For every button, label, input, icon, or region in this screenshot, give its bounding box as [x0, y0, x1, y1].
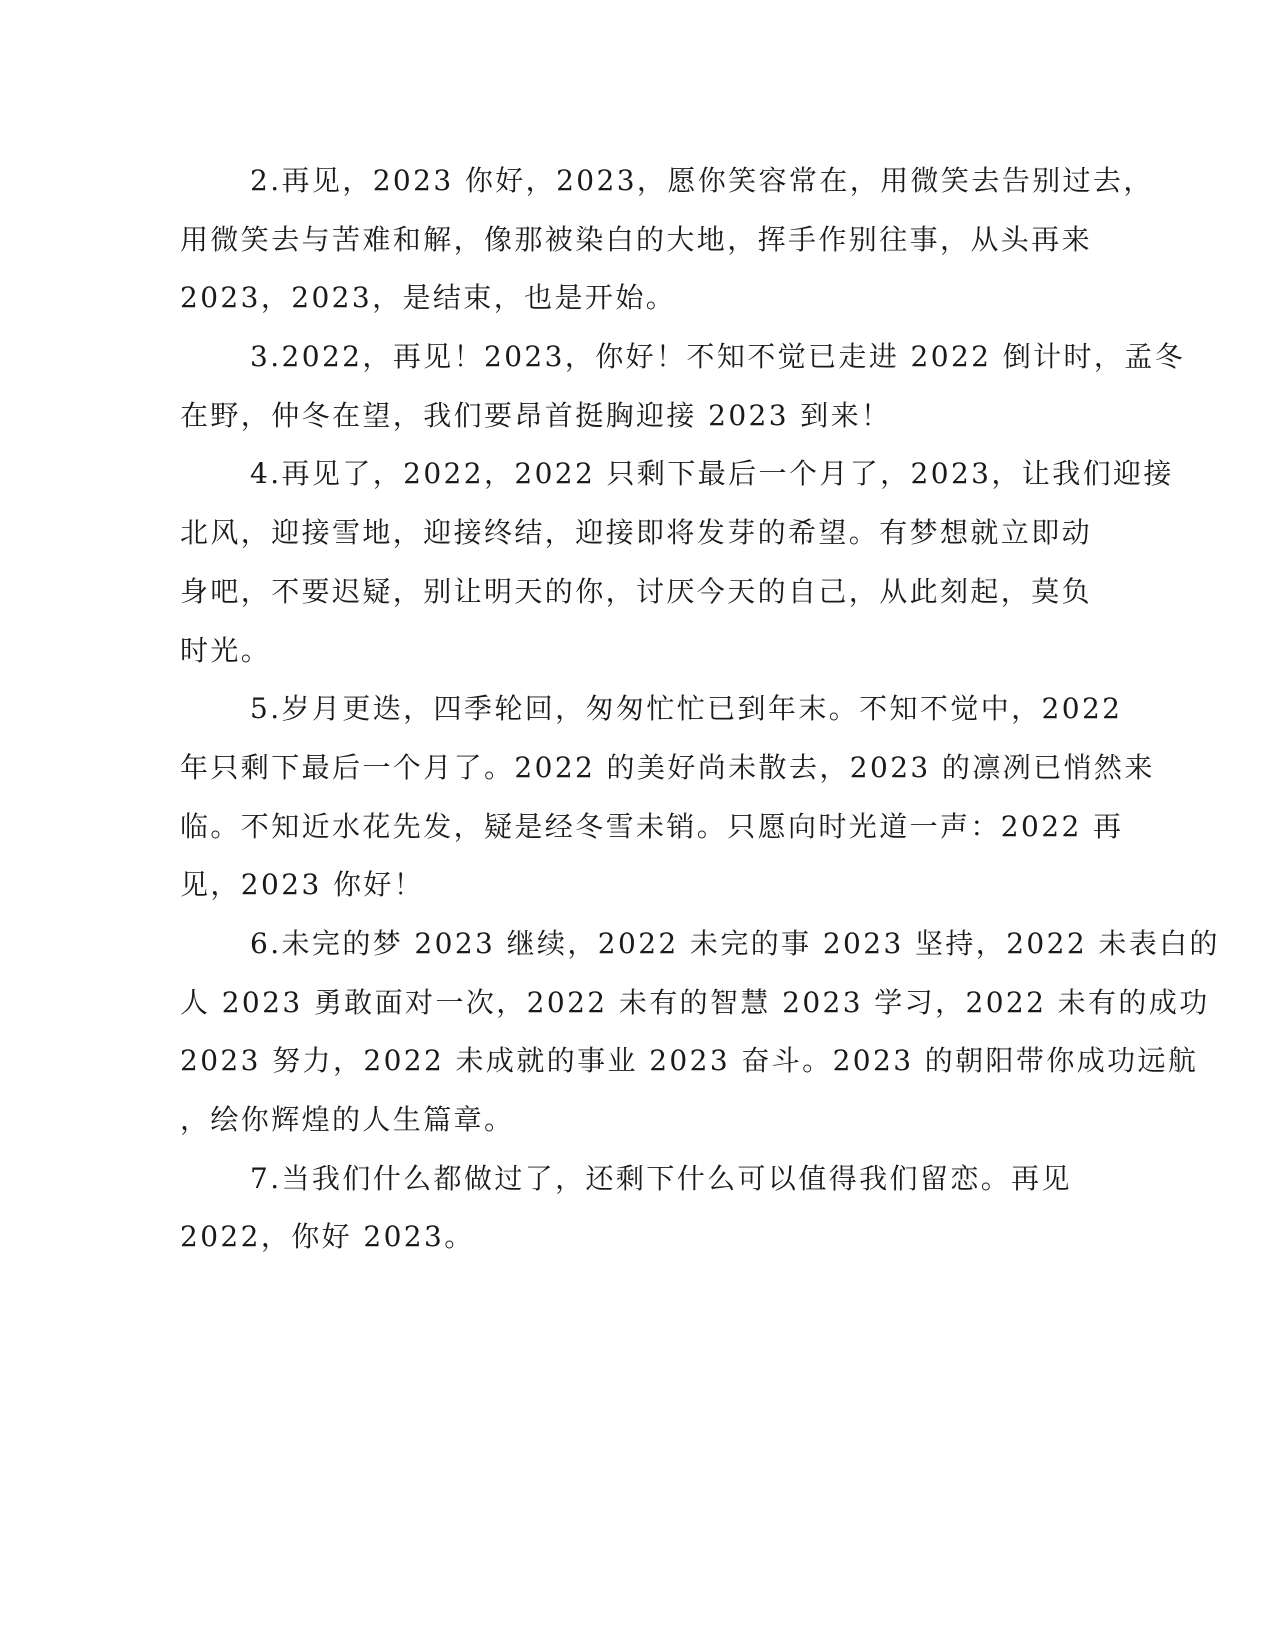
- paragraph-line: 年只剩下最后一个月了。2022 的美好尚未散去，2023 的凛冽已悄然来: [180, 750, 1155, 784]
- paragraph-line: 2022，你好 2023。: [180, 1220, 475, 1254]
- paragraph-line: 临。不知近水花先发，疑是经冬雪未销。只愿向时光道一声：2022 再: [180, 809, 1124, 843]
- paragraph-7: [180, 1150, 1072, 1267]
- paragraph-5: [180, 680, 1155, 915]
- paragraph-3: [180, 328, 1186, 445]
- paragraph-line: 7.当我们什么都做过了，还剩下什么可以值得我们留恋。再见: [250, 1161, 1072, 1195]
- paragraph-4: [180, 445, 1174, 680]
- paragraph-line: 在野，仲冬在望，我们要昂首挺胸迎接 2023 到来！: [180, 398, 892, 432]
- paragraph-line: 用微笑去与苦难和解，像那被染白的大地，挥手作别往事，从头再来: [180, 222, 1093, 256]
- paragraph-line: 时光。: [180, 633, 272, 667]
- paragraph-line: 身吧，不要迟疑，别让明天的你，讨厌今天的自己，从此刻起，莫负: [180, 574, 1093, 608]
- paragraph-line: 3.2022，再见！2023，你好！不知不觉已走进 2022 倒计时，孟冬: [250, 340, 1186, 374]
- paragraph-6: [180, 915, 1220, 1150]
- paragraph-line: 6.未完的梦 2023 继续，2022 未完的事 2023 坚持，2022 未表白的: [250, 926, 1220, 960]
- paragraph-line: 2.再见，2023 你好，2023，愿你笑容常在，用微笑去告别过去，: [250, 164, 1154, 197]
- paragraph-line: 北风，迎接雪地，迎接终结，迎接即将发芽的希望。有梦想就立即动: [180, 516, 1093, 550]
- paragraph-line: ，绘你辉煌的人生篇章。: [180, 1103, 515, 1136]
- paragraph-line: 人 2023 勇敢面对一次，2022 未有的智慧 2023 学习，2022 未有的成功: [180, 985, 1210, 1019]
- paragraph-line: 5.岁月更迭，四季轮回，匆匆忙忙已到年末。不知不觉中，2022: [250, 692, 1123, 726]
- paragraph-line: 见，2023 你好！: [180, 868, 425, 902]
- document-body: [180, 152, 1220, 1267]
- paragraph-2: [180, 152, 1154, 328]
- paragraph-line: 2023，2023，是结束，也是开始。: [180, 281, 677, 315]
- paragraph-line: 4.再见了，2022，2022 只剩下最后一个月了，2023，让我们迎接: [250, 457, 1174, 491]
- paragraph-line: 2023 努力，2022 未成就的事业 2023 奋斗。2023 的朝阳带你成功远航: [180, 1044, 1199, 1078]
